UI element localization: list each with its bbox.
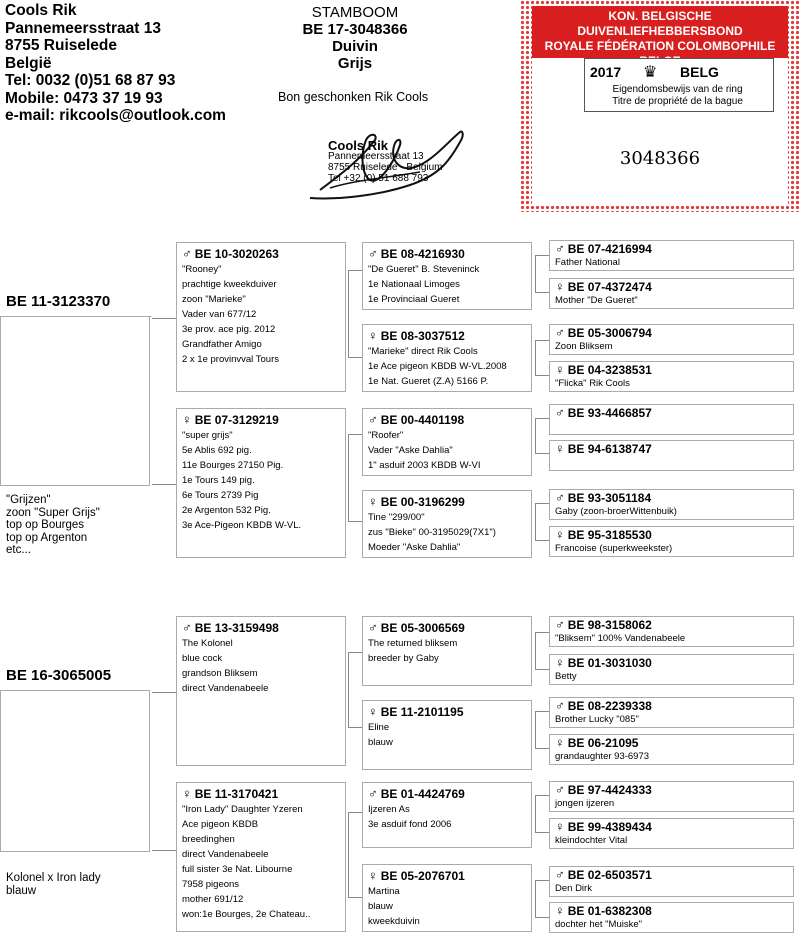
sire-box: [176, 616, 346, 766]
granddam-line: blauw: [368, 737, 393, 748]
grandsire-line: 1e Provinciaal Gueret: [368, 294, 460, 305]
ancestor-box: [549, 526, 794, 557]
stamp-street: Pannemeersstraat 13: [328, 151, 424, 162]
ancestor-line: Betty: [555, 671, 577, 682]
female-icon: ♀: [555, 279, 565, 294]
male-icon: ♂: [182, 620, 192, 635]
card-country: BELG: [680, 64, 719, 80]
card-ring-number: 3048366: [619, 148, 701, 169]
ancestor-line: jongen ijzeren: [555, 798, 615, 809]
ancestor-line: dochter het "Muiske": [555, 919, 643, 930]
ancestor-line: Den Dirk: [555, 883, 592, 894]
grandsire-line: Ijzeren As: [368, 804, 410, 815]
grandsire-line: Vader "Aske Dahlia": [368, 445, 453, 456]
granddam-ring: BE 08-3037512: [380, 329, 465, 343]
granddam-box: [362, 864, 532, 932]
ancestor-box: [549, 278, 794, 309]
father-ring: BE 11-3123370: [6, 293, 111, 310]
dam-line: 11e Bourges 27150 Pig.: [182, 460, 284, 471]
granddam-box: [362, 490, 532, 558]
ancestor-ring: BE 01-6382308: [567, 904, 652, 918]
sire-ring: BE 10-3020263: [194, 247, 279, 261]
sire-box: [176, 242, 346, 392]
ancestor-ring: BE 04-3238531: [567, 363, 652, 377]
ancestor-line: Father National: [555, 257, 620, 268]
female-icon: ♀: [182, 786, 192, 801]
male-icon: ♂: [555, 867, 565, 882]
ancestor-ring: BE 08-2239338: [567, 699, 652, 713]
male-icon: ♂: [368, 412, 378, 427]
dam-box: [176, 782, 346, 932]
ancestor-box: [549, 902, 794, 933]
sire-line: direct Vandenabeele: [182, 683, 269, 694]
ancestor-box: [549, 404, 794, 435]
granddam-box: [362, 324, 532, 392]
granddam-ring: BE 05-2076701: [380, 869, 465, 883]
ancestor-box: [549, 616, 794, 647]
granddam-line: Tine "299/00": [368, 512, 425, 523]
ancestor-box: [549, 240, 794, 271]
dam-line: full sister 3e Nat. Libourne: [182, 864, 293, 875]
female-icon: ♀: [368, 704, 378, 719]
male-icon: ♂: [555, 490, 565, 505]
ancestor-ring: BE 94-6138747: [567, 442, 652, 456]
grandsire-ring: BE 05-3006569: [380, 621, 465, 635]
mother-ring: BE 16-3065005: [6, 667, 112, 684]
ancestor-line: grandaughter 93-6973: [555, 751, 650, 762]
ancestor-box: [549, 697, 794, 728]
dam-line: 2e Argenton 532 Pig.: [182, 505, 271, 516]
grandsire-line: breeder by Gaby: [368, 653, 439, 664]
male-icon: ♂: [555, 617, 565, 632]
grandsire-line: "Roofer": [368, 430, 404, 441]
male-icon: ♂: [555, 405, 565, 420]
ancestor-ring: BE 97-4424333: [567, 783, 652, 797]
ancestor-ring: BE 02-6503571: [567, 868, 652, 882]
grandsire-line: 3e asduif fond 2006: [368, 819, 452, 830]
female-icon: ♀: [555, 441, 565, 456]
father-box: [0, 316, 150, 486]
father-note: zoon "Super Grijs": [6, 506, 100, 519]
owner-street: Pannemeersstraat 13: [5, 19, 161, 37]
female-icon: ♀: [368, 868, 378, 883]
grandsire-ring: BE 01-4424769: [380, 787, 465, 801]
female-icon: ♀: [368, 494, 378, 509]
dam-line: 6e Tours 2739 Pig: [182, 490, 259, 501]
sire-line: prachtige kweekduiver: [182, 279, 277, 290]
granddam-line: Moeder "Aske Dahlia": [368, 542, 461, 553]
grandsire-box: [362, 408, 532, 476]
sire-line: blue cock: [182, 653, 223, 664]
owner-city: 8755 Ruiselede: [5, 37, 118, 54]
grandsire-box: [362, 242, 532, 310]
stamp-tel: Tel +32 (0) 51 688 793: [328, 173, 429, 184]
dam-line: 5e Ablis 692 pig.: [182, 445, 252, 456]
female-icon: ♀: [555, 527, 565, 542]
ancestor-box: [549, 818, 794, 849]
male-icon: ♂: [555, 241, 565, 256]
ancestor-box: [549, 440, 794, 471]
grandsire-box: [362, 616, 532, 686]
ancestor-ring: BE 07-4372474: [567, 280, 652, 294]
dam-box: [176, 408, 346, 558]
ancestor-line: Mother "De Gueret": [555, 295, 638, 306]
dam-line: 1e Tours 149 pig.: [182, 475, 255, 486]
card-line2: ROYALE FÉDÉRATION COLOMBOPHILE: [544, 39, 776, 53]
ancestor-ring: BE 93-3051184: [567, 491, 652, 505]
dam-line: "super grijs": [182, 430, 233, 441]
ancestor-ring: BE 01-3031030: [567, 656, 652, 670]
granddam-line: kweekduivin: [368, 916, 420, 927]
card-line1: KON. BELGISCHE DUIVENLIEFHEBBERSBOND: [577, 9, 743, 38]
owner-tel: Tel: 0032 (0)51 68 87 93: [5, 72, 176, 89]
granddam-line: zus "Bieke" 00-3195029(7X1"): [368, 527, 496, 538]
granddam-ring: BE 00-3196299: [380, 495, 465, 509]
father-note: etc...: [6, 544, 31, 556]
dam-line: Ace pigeon KBDB: [182, 819, 259, 830]
card-desc-fr: Titre de propriété de la bague: [612, 95, 743, 107]
male-icon: ♂: [555, 782, 565, 797]
ancestor-ring: BE 06-21095: [567, 736, 639, 750]
granddam-line: blauw: [368, 901, 393, 912]
dam-ring: BE 07-3129219: [194, 413, 279, 427]
card-desc-nl: Eigendomsbewijs van de ring: [612, 84, 743, 95]
ancestor-box: [549, 361, 794, 392]
granddam-line: 1e Ace pigeon KBDB W-VL.2008: [368, 361, 507, 372]
granddam-line: "Marieke" direct Rik Cools: [368, 346, 478, 357]
female-icon: ♀: [182, 412, 192, 427]
pigeon-color: Grijs: [337, 55, 373, 72]
ancestor-line: Zoon Bliksem: [555, 341, 613, 352]
male-icon: ♂: [368, 246, 378, 261]
ancestor-line: "Bliksem" 100% Vandenabeele: [555, 633, 686, 644]
grandsire-ring: BE 00-4401198: [380, 413, 465, 427]
female-icon: ♀: [368, 328, 378, 343]
mother-note: blauw: [6, 884, 37, 897]
female-icon: ♀: [555, 903, 565, 918]
granddam-box: [362, 700, 532, 770]
male-icon: ♂: [555, 325, 565, 340]
ancestor-ring: BE 07-4216994: [567, 242, 652, 256]
sire-line: The Kolonel: [182, 638, 233, 649]
sire-line: Vader van 677/12: [182, 309, 257, 320]
ancestor-box: [549, 866, 794, 897]
owner-country: België: [5, 54, 52, 72]
mother-box: [0, 690, 150, 852]
ancestor-ring: BE 95-3185530: [567, 528, 652, 542]
ancestor-line: "Flicka" Rik Cools: [555, 378, 630, 389]
male-icon: ♂: [368, 620, 378, 635]
male-icon: ♂: [555, 698, 565, 713]
grandsire-line: 1" asduif 2003 KBDB W-VI: [368, 460, 481, 471]
crown-icon: ♛: [643, 64, 658, 81]
card-description: [590, 84, 765, 107]
ancestor-box: [549, 734, 794, 765]
pedigree-header: [255, 4, 455, 72]
male-icon: ♂: [368, 786, 378, 801]
father-note: "Grijzen": [6, 494, 51, 506]
ancestor-box: [549, 781, 794, 812]
sire-line: 3e prov. ace pig. 2012: [182, 324, 276, 335]
ancestor-line: Brother Lucky "085": [555, 714, 639, 725]
ring-ownership-card: [520, 0, 800, 212]
sire-ring: BE 13-3159498: [194, 621, 279, 635]
ancestor-ring: BE 99-4389434: [567, 820, 652, 834]
female-icon: ♀: [555, 735, 565, 750]
owner-stamp: [328, 140, 443, 184]
mother-note: Kolonel x Iron lady: [6, 872, 101, 884]
owner-info: [5, 2, 226, 125]
granddam-line: Martina: [368, 886, 400, 897]
mother-notes: [6, 872, 101, 897]
sire-line: grandson Bliksem: [182, 668, 258, 679]
owner-email: e-mail: rikcools@outlook.com: [5, 107, 226, 124]
granddam-line: Eline: [368, 722, 390, 733]
stamp-name: Cools Rik: [328, 138, 388, 153]
ancestor-ring: BE 05-3006794: [567, 326, 652, 340]
owner-name: Cools Rik: [5, 2, 77, 19]
stamp-city: 8755 Ruiselede - Belgium: [328, 162, 443, 173]
female-icon: ♀: [555, 819, 565, 834]
card-year: 2017: [590, 64, 622, 80]
ancestor-box: [549, 324, 794, 355]
sire-line: 2 x 1e provinvval Tours: [182, 354, 279, 365]
dam-ring: BE 11-3170421: [194, 787, 279, 801]
ancestor-line: Gaby (zoon-broerWittenbuik): [555, 506, 677, 517]
owner-mobile: Mobile: 0473 37 19 93: [5, 89, 163, 107]
ancestor-ring: BE 98-3158062: [567, 618, 652, 632]
male-icon: ♂: [182, 246, 192, 261]
ancestor-line: Francoise (superkweekster): [555, 543, 673, 554]
pigeon-ring: BE 17-3048366: [302, 21, 408, 38]
father-notes: [6, 494, 100, 557]
gift-note: Bon geschonken Rik Cools: [278, 90, 429, 104]
sire-line: Grandfather Amigo: [182, 339, 262, 350]
ancestor-box: [549, 654, 794, 685]
dam-line: 3e Ace-Pigeon KBDB W-VL.: [182, 520, 302, 531]
pigeon-sex: Duivin: [332, 38, 378, 55]
dam-line: 7958 pigeons: [182, 879, 240, 890]
dam-line: direct Vandenabeele: [182, 849, 269, 860]
dam-line: mother 691/12: [182, 894, 244, 905]
dam-line: "Iron Lady" Daughter Yzeren: [182, 804, 303, 815]
ancestor-box: [549, 489, 794, 520]
father-note: top op Bourges: [6, 519, 85, 531]
ancestor-ring: BE 93-4466857: [567, 406, 652, 420]
grandsire-ring: BE 08-4216930: [380, 247, 465, 261]
dam-line: breedinghen: [182, 834, 235, 845]
grandsire-line: 1e Nationaal Limoges: [368, 279, 460, 290]
doc-type: STAMBOOM: [311, 4, 399, 21]
female-icon: ♀: [555, 655, 565, 670]
dam-line: won:1e Bourges, 2e Chateau..: [182, 909, 311, 920]
sire-line: zoon "Marieke": [182, 294, 246, 305]
grandsire-box: [362, 782, 532, 848]
female-icon: ♀: [555, 362, 565, 377]
sire-line: "Rooney": [182, 264, 222, 275]
granddam-ring: BE 11-2101195: [380, 705, 464, 719]
ancestor-line: kleindochter Vital: [555, 835, 628, 846]
grandsire-line: The returned bliksem: [368, 638, 458, 649]
grandsire-line: "De Gueret" B. Steveninck: [368, 264, 480, 275]
granddam-line: 1e Nat. Gueret (Z.A) 5166 P.: [368, 376, 489, 387]
father-note: top op Argenton: [6, 531, 88, 544]
